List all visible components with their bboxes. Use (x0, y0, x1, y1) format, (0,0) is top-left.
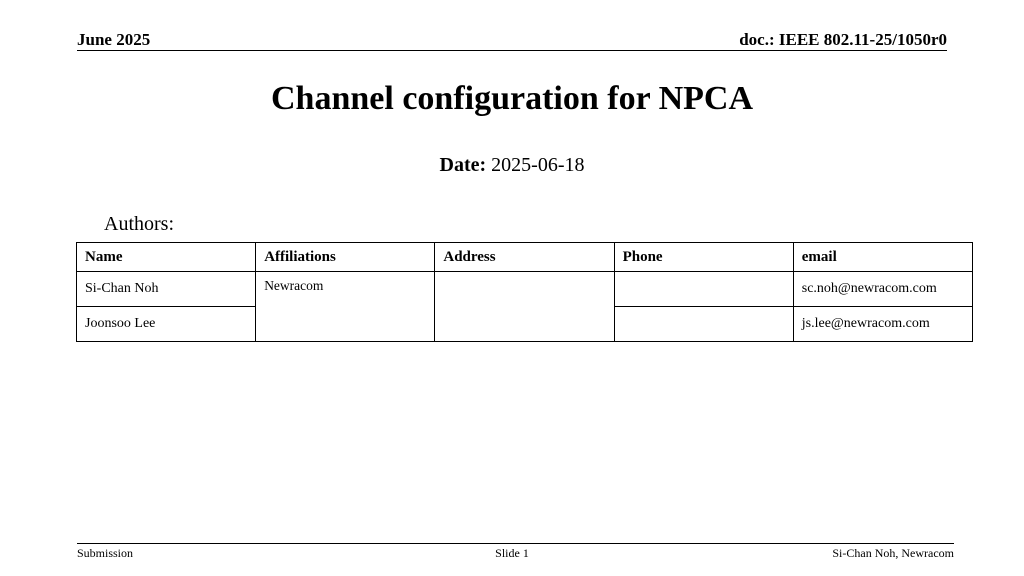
authors-label: Authors: (104, 213, 174, 235)
table-header-row (77, 243, 973, 272)
slide-title: Channel configuration for NPCA (271, 80, 753, 117)
author-address (435, 272, 614, 342)
footer-slide-number: Slide 1 (495, 546, 529, 560)
col-affiliations-header: Affiliations (256, 243, 435, 272)
author-email: js.lee@newracom.com (793, 307, 972, 342)
date-label: Date: (439, 154, 487, 176)
author-phone (614, 307, 793, 342)
authors-table (76, 242, 973, 342)
footer-author: Si-Chan Noh, Newracom (832, 546, 954, 560)
author-affiliation: Newracom (256, 272, 435, 342)
author-name: Joonsoo Lee (77, 307, 256, 342)
col-phone-header: Phone (614, 243, 793, 272)
author-phone (614, 272, 793, 307)
footer-submission: Submission (77, 546, 134, 560)
slide-date (0, 154, 1024, 177)
col-name-header: Name (77, 243, 256, 272)
table-row (77, 272, 973, 307)
header-doc-id: doc.: IEEE 802.11-25/1050r0 (739, 30, 947, 49)
author-email: sc.noh@newracom.com (793, 272, 972, 307)
col-email-header: email (793, 243, 972, 272)
footer-divider (77, 543, 954, 544)
author-name: Si-Chan Noh (77, 272, 256, 307)
date-value: 2025-06-18 (491, 154, 585, 176)
col-address-header: Address (435, 243, 614, 272)
header-divider (77, 50, 947, 51)
header-date: June 2025 (77, 30, 151, 49)
